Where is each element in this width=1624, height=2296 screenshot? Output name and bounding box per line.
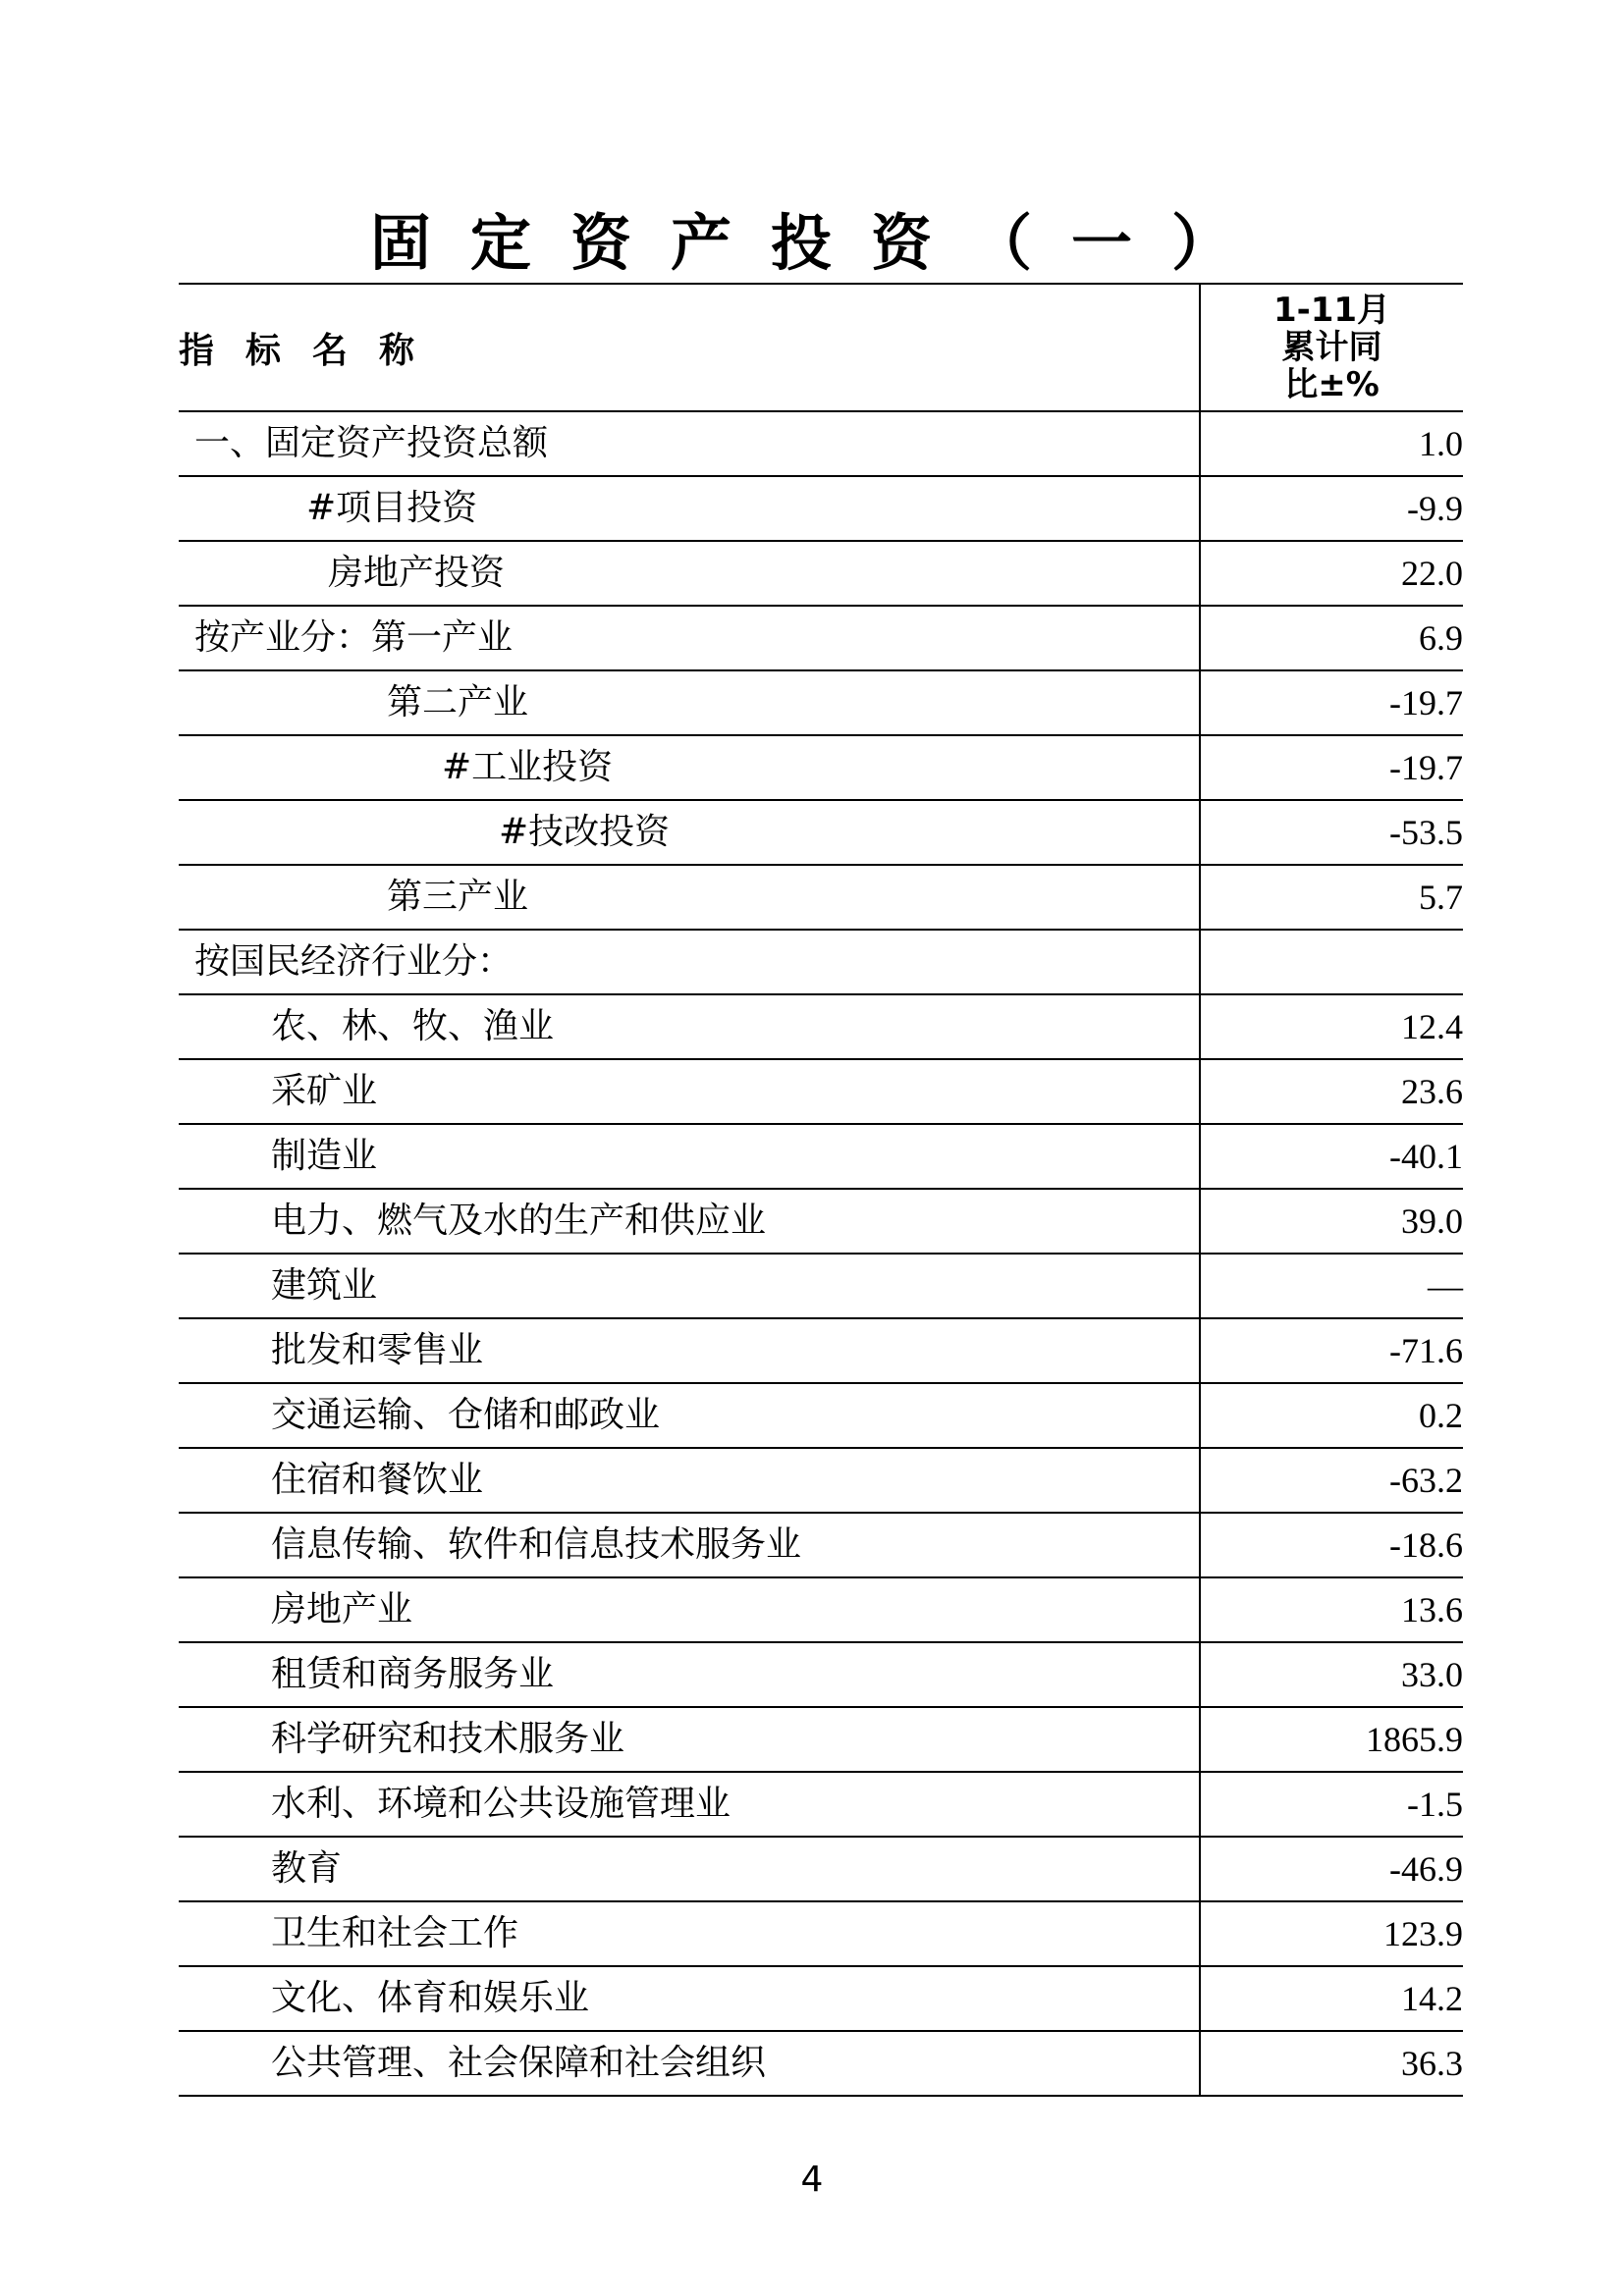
table-row <box>179 1707 1463 1772</box>
table-row <box>179 670 1463 735</box>
table-header-row <box>179 284 1463 411</box>
row-label: 教育 <box>179 1837 1200 1901</box>
table-row <box>179 1189 1463 1254</box>
investment-table <box>179 283 1463 2097</box>
row-label: #项目投资 <box>179 476 1200 541</box>
row-value: 23.6 <box>1200 1059 1463 1124</box>
row-label: 住宿和餐饮业 <box>179 1448 1200 1513</box>
row-value: -53.5 <box>1200 800 1463 865</box>
row-label: 水利、环境和公共设施管理业 <box>179 1772 1200 1837</box>
table-row <box>179 930 1463 994</box>
table-row <box>179 865 1463 930</box>
row-value: -19.7 <box>1200 735 1463 800</box>
row-value: 36.3 <box>1200 2031 1463 2096</box>
row-label: 科学研究和技术服务业 <box>179 1707 1200 1772</box>
row-value: 5.7 <box>1200 865 1463 930</box>
row-value: 1.0 <box>1200 411 1463 476</box>
row-value: -46.9 <box>1200 1837 1463 1901</box>
table-row <box>179 1901 1463 1966</box>
row-value: -9.9 <box>1200 476 1463 541</box>
row-label: 按产业分：第一产业 <box>179 606 1200 670</box>
table-row <box>179 1772 1463 1837</box>
row-label: 第二产业 <box>179 670 1200 735</box>
row-value: 123.9 <box>1200 1901 1463 1966</box>
row-value: -63.2 <box>1200 1448 1463 1513</box>
row-label: 公共管理、社会保障和社会组织 <box>179 2031 1200 2096</box>
table-row <box>179 1254 1463 1318</box>
row-value: 33.0 <box>1200 1642 1463 1707</box>
row-value: 12.4 <box>1200 994 1463 1059</box>
row-label: 第三产业 <box>179 865 1200 930</box>
row-label: 房地产投资 <box>179 541 1200 606</box>
row-label: 交通运输、仓储和邮政业 <box>179 1383 1200 1448</box>
row-label: 采矿业 <box>179 1059 1200 1124</box>
table-row <box>179 1318 1463 1383</box>
row-value: 1865.9 <box>1200 1707 1463 1772</box>
row-value: 14.2 <box>1200 1966 1463 2031</box>
row-label: 电力、燃气及水的生产和供应业 <box>179 1189 1200 1254</box>
row-value: 22.0 <box>1200 541 1463 606</box>
table-row <box>179 2031 1463 2096</box>
header-cumulative-yoy <box>1200 284 1463 411</box>
row-label: 文化、体育和娱乐业 <box>179 1966 1200 2031</box>
row-label: 建筑业 <box>179 1254 1200 1318</box>
row-label: 一、固定资产投资总额 <box>179 411 1200 476</box>
row-value: 6.9 <box>1200 606 1463 670</box>
row-value <box>1200 930 1463 994</box>
row-label: #工业投资 <box>179 735 1200 800</box>
row-label: 房地产业 <box>179 1577 1200 1642</box>
header-value-line: 比±% <box>1284 365 1380 404</box>
table-row <box>179 1383 1463 1448</box>
row-label: 批发和零售业 <box>179 1318 1200 1383</box>
row-value: 0.2 <box>1200 1383 1463 1448</box>
table-row <box>179 541 1463 606</box>
row-value: — <box>1200 1254 1463 1318</box>
row-value: -40.1 <box>1200 1124 1463 1189</box>
row-value: 39.0 <box>1200 1189 1463 1254</box>
row-label: 信息传输、软件和信息技术服务业 <box>179 1513 1200 1577</box>
table-row <box>179 735 1463 800</box>
row-label: #技改投资 <box>179 800 1200 865</box>
table-row <box>179 1513 1463 1577</box>
row-value: -1.5 <box>1200 1772 1463 1837</box>
row-value: -71.6 <box>1200 1318 1463 1383</box>
table-row <box>179 1577 1463 1642</box>
table-row <box>179 800 1463 865</box>
table-row <box>179 994 1463 1059</box>
table-row <box>179 606 1463 670</box>
table-row <box>179 411 1463 476</box>
row-label: 制造业 <box>179 1124 1200 1189</box>
row-value: 13.6 <box>1200 1577 1463 1642</box>
table-row <box>179 1837 1463 1901</box>
table-row <box>179 1966 1463 2031</box>
header-value-line: 累计同 <box>1281 328 1382 367</box>
page-title: 固定资产投资（一） <box>369 207 1272 279</box>
row-label: 卫生和社会工作 <box>179 1901 1200 1966</box>
table-row <box>179 476 1463 541</box>
page-number: 4 <box>800 2160 824 2200</box>
row-value: -18.6 <box>1200 1513 1463 1577</box>
table-row <box>179 1124 1463 1189</box>
table-row <box>179 1448 1463 1513</box>
row-label: 农、林、牧、渔业 <box>179 994 1200 1059</box>
table-row <box>179 1642 1463 1707</box>
table-row <box>179 1059 1463 1124</box>
header-value-line: 1-11月 <box>1272 291 1391 330</box>
row-label: 租赁和商务服务业 <box>179 1642 1200 1707</box>
header-indicator-name: 指标名称 <box>179 284 1200 411</box>
row-value: -19.7 <box>1200 670 1463 735</box>
row-label: 按国民经济行业分： <box>179 930 1200 994</box>
